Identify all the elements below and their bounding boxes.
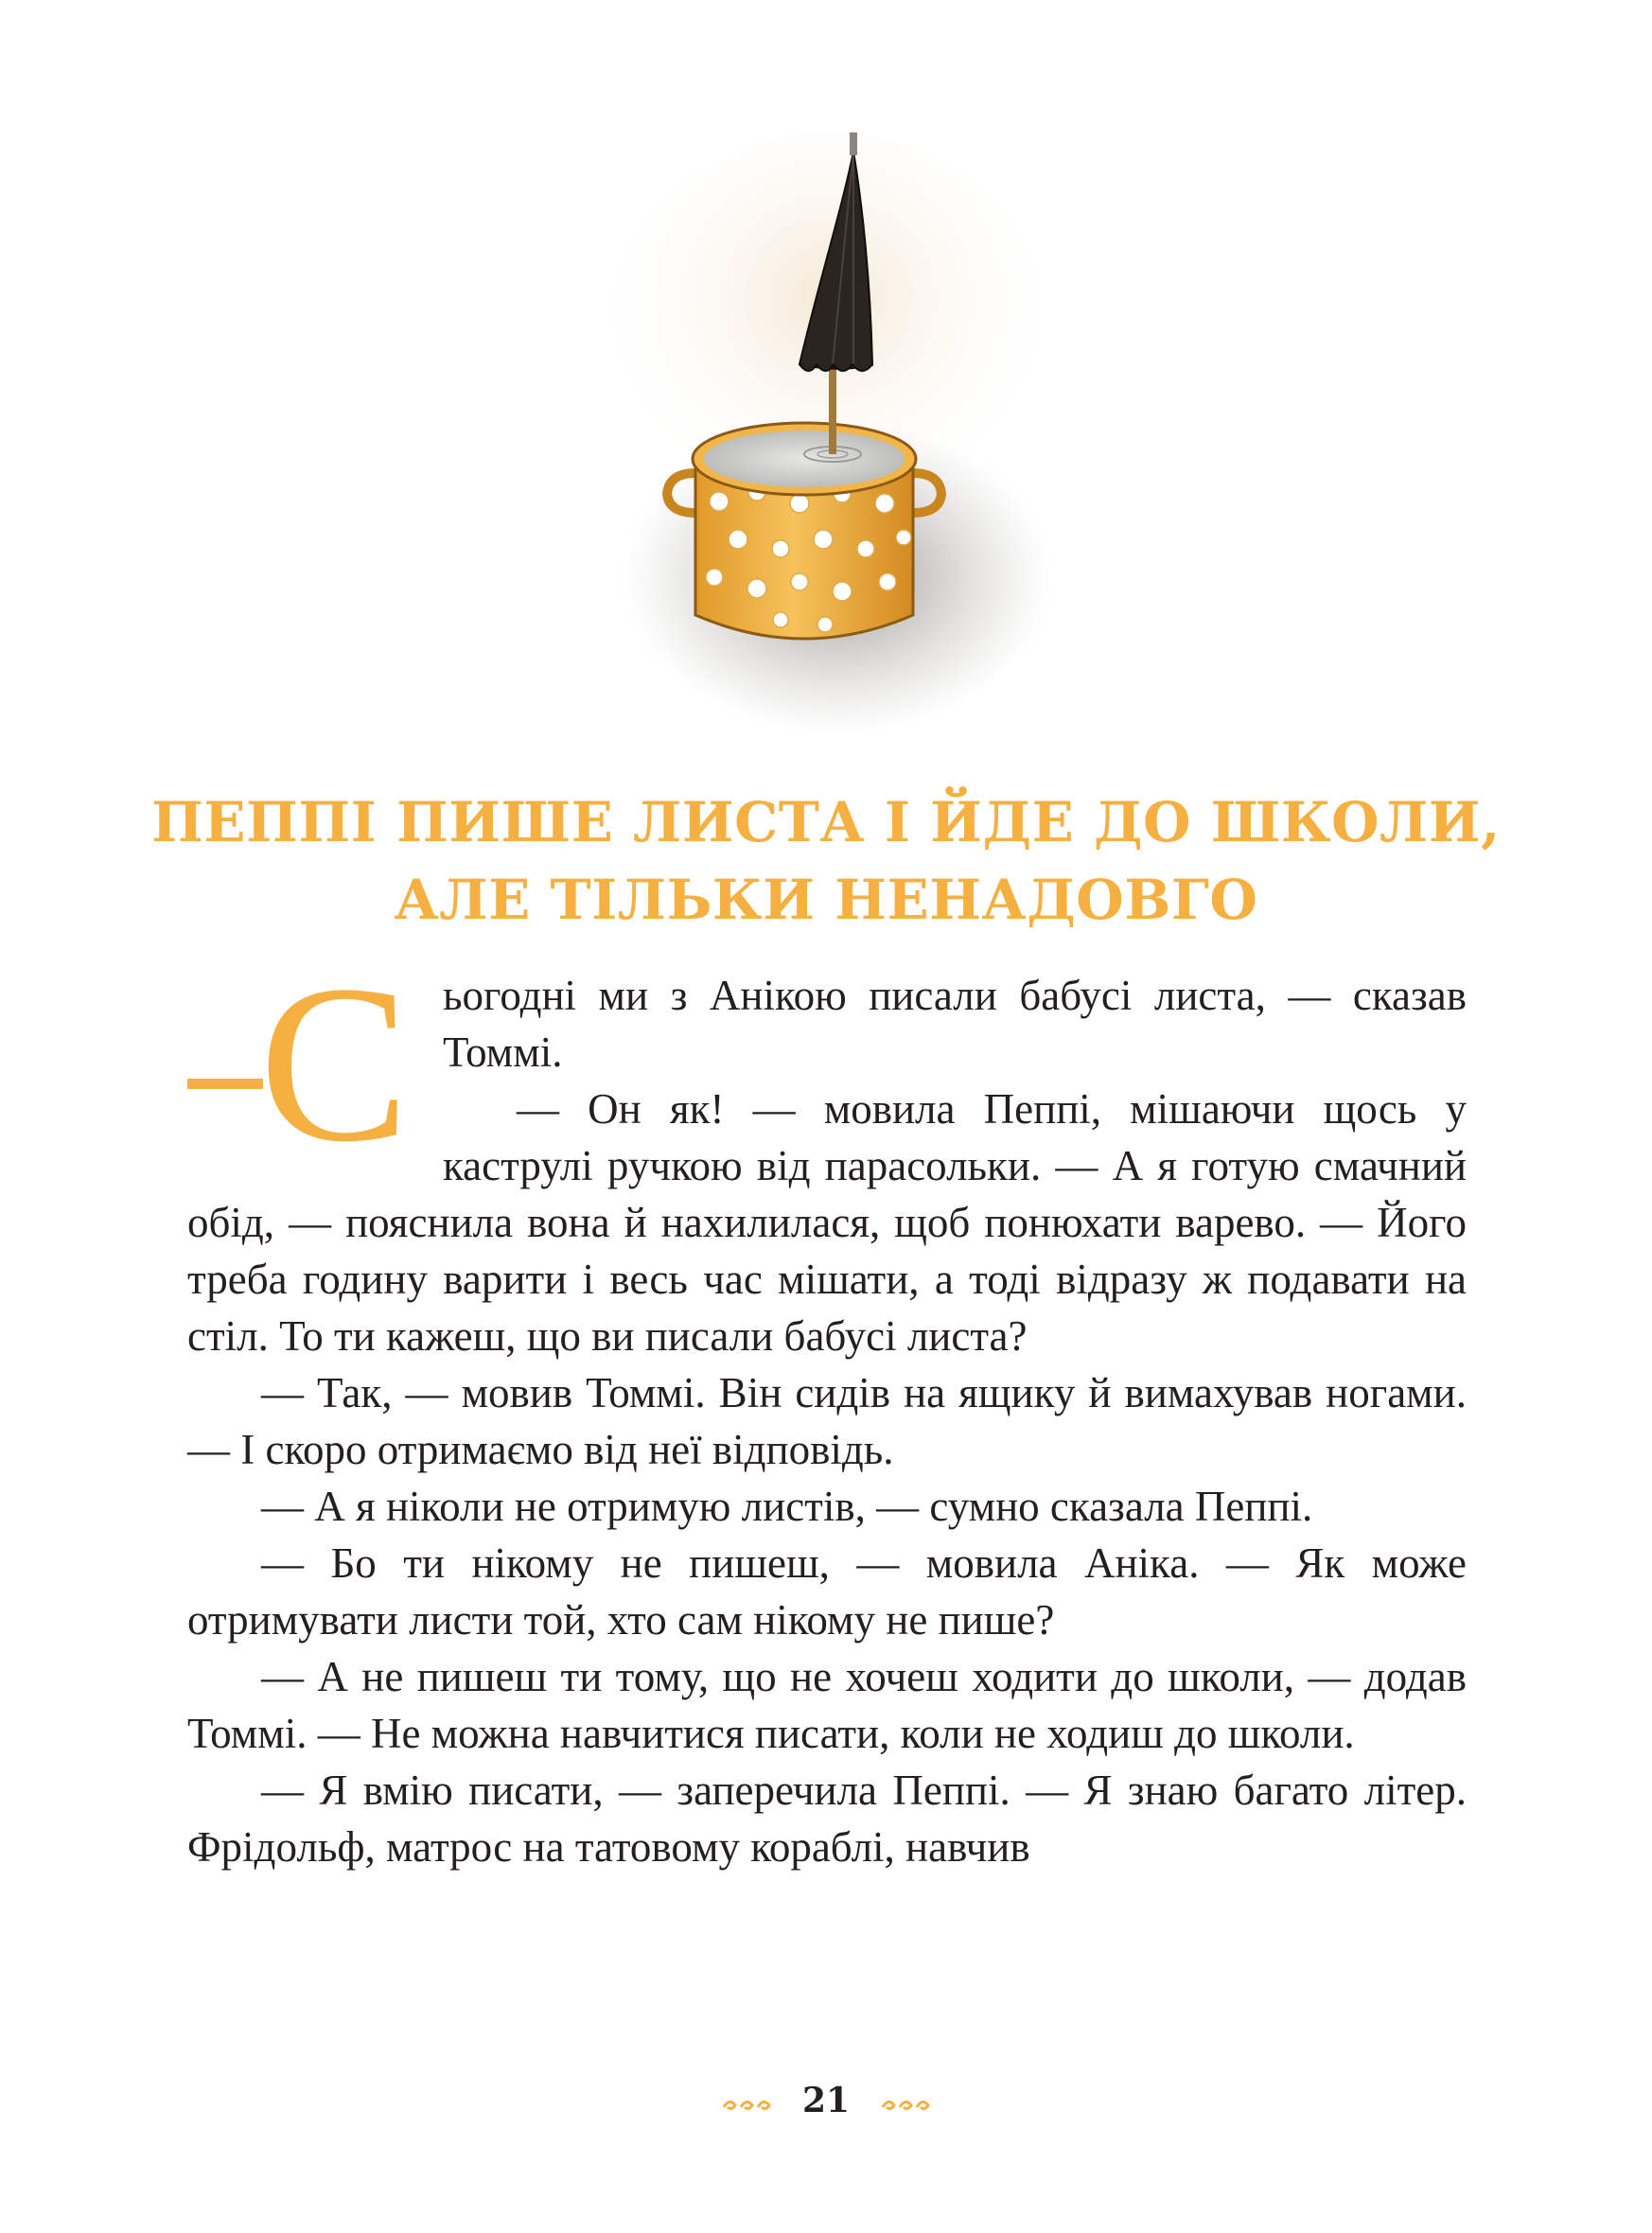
- paragraph-7: — Я вмію писати, — заперечила Пеппі. — Я знаю багато літер. Фрідольф, матрос на татовому кораблі, навчив: [187, 1767, 1467, 1871]
- paragraph-2: — Он як! — мовила Пеппі, мішаючи щось у каструлі ручкою від парасольки. — А я готую смачний обід, — пояснила вона й нахилилася, щоб понюхати варево. — Його треба годину варити і весь час мішати, а тоді відразу ж подавати на стіл. То ти кажеш, що ви писали бабусі листа?: [187, 1085, 1467, 1360]
- body-text: [187, 940, 1467, 1875]
- paragraph-1: ьогодні ми з Анікою писали бабусі листа, — сказав Томмі.: [443, 972, 1467, 1076]
- paragraph-4: — А я ніколи не отримую листів, — сумно сказала Пеппі.: [261, 1483, 1313, 1530]
- ornament-left-icon: [720, 2092, 777, 2115]
- page-number: 21: [801, 2081, 851, 2120]
- chapter-title-line-1: ПЕППІ ПИШЕ ЛИСТА І ЙДЕ ДО ШКОЛИ,: [151, 790, 1501, 854]
- paragraph-5: — Бо ти нікому не пишеш, — мовила Аніка. — Як може отримувати листи той, хто сам нікому не пише?: [187, 1539, 1467, 1644]
- chapter-title: [0, 783, 1652, 939]
- paragraph-6: — А не пишеш ти тому, що не хочеш ходити до школи, — додав Томмі. — Не можна навчитися писати, коли не ходиш до школи.: [187, 1653, 1467, 1757]
- drop-cap: [187, 940, 443, 1188]
- pot-with-umbrella-illustration: [606, 132, 1050, 738]
- drop-cap-dash: [187, 1079, 263, 1089]
- page-footer: [0, 2082, 1652, 2119]
- ornament-right-icon: [875, 2092, 932, 2115]
- chapter-title-line-2: АЛЕ ТІЛЬКИ НЕНАДОВГО: [394, 868, 1258, 932]
- drop-cap-letter: С: [259, 940, 410, 1188]
- paragraph-3: — Так, — мовив Томмі. Він сидів на ящику й вимахував ногами. — І скоро отримаємо від неї відповідь.: [187, 1369, 1467, 1473]
